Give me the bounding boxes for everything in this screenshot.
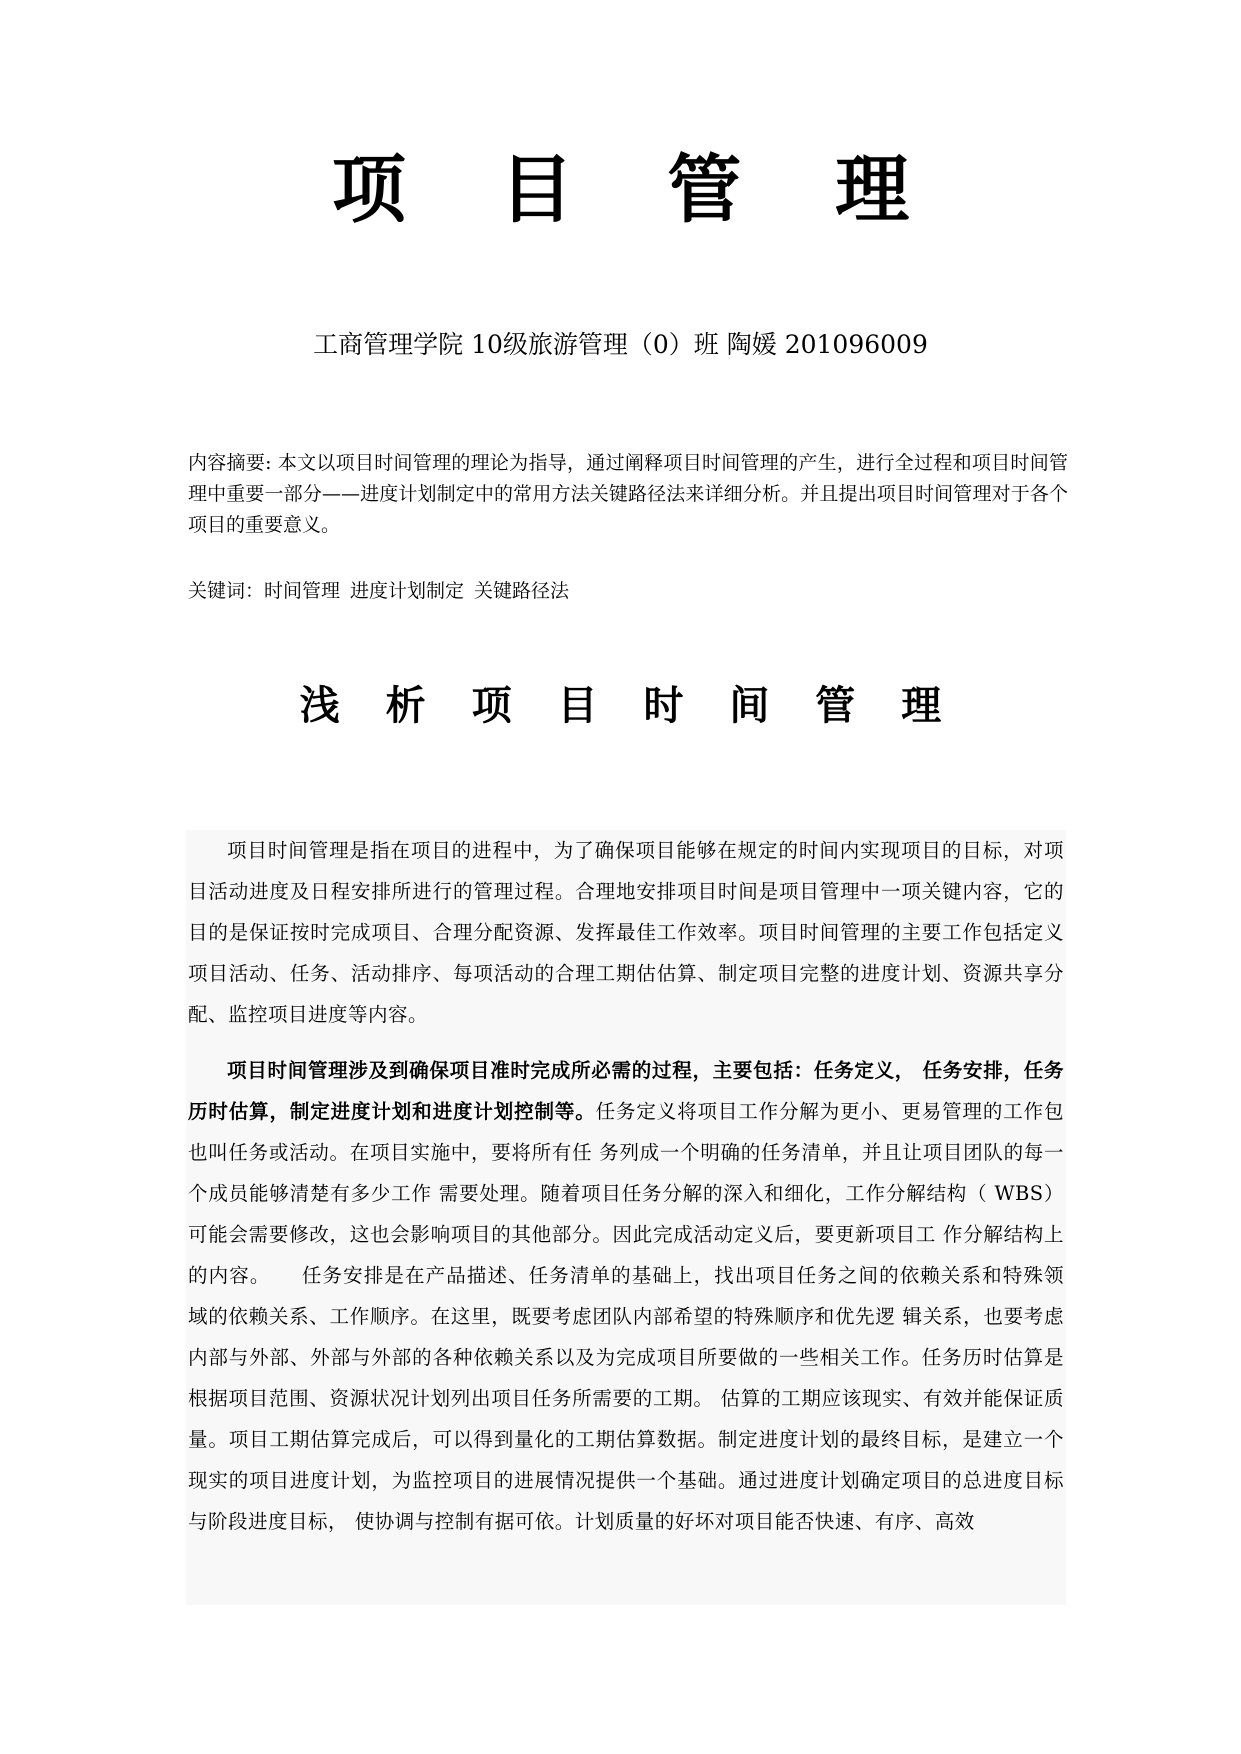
page-title: 项 目 管 理: [331, 147, 944, 233]
keyword-item: 关键路径法: [474, 580, 570, 602]
bold-lead-sentence: 项目时间管理涉及到确保项目准时完成所必需的过程，主要包括：任务定义， 任务安排，任务历时估算，制定进度计划和进度计划控制等。: [188, 1059, 1064, 1123]
body-paragraph-1: 项目时间管理是指在项目的进程中，为了确保项目能够在规定的时间内实现项目的目标，对项目活动进度及日程安排所进行的管理过程。合理地安排项目时间是项目管理中一项关键内容，它的目的是保证按时完成项目、合理分配资源、发挥最佳工作效率。项目时间管理的主要工作包括定义项目活动、任务、活动排序、每项活动的合理工期估估算、制定项目完整的进度计划、资源共享分配、监控项目进度等内容。: [188, 839, 1064, 1026]
author-line: 工商管理学院 10级旅游管理（0）班 陶媛 201096009: [313, 330, 928, 359]
section-title: 浅 析 项 目 时 间 管 理: [299, 683, 958, 729]
keywords-line: [188, 576, 1068, 607]
keywords-label: 关键词：: [188, 580, 265, 602]
body-paragraph-2: [188, 1050, 1064, 1542]
body-text-block: [186, 830, 1066, 1605]
keyword-item: 进度计划制定: [350, 580, 465, 602]
abstract-paragraph: 内容摘要: 本文以项目时间管理的理论为指导，通过阐释项目时间管理的产生，进行全过程和项目时间管理中重要一部分——进度计划制定中的常用方法关键路径法来详细分析。并且提出项目时间管理对于各个项目的重要意义。: [188, 452, 1068, 536]
keyword-item: 时间管理: [264, 580, 341, 602]
paragraph-2-text: 任务定义将项目工作分解为更小、更易管理的工作包也叫任务或活动。在项目实施中，要将所有任 务列成一个明确的任务清单，并且让项目团队的每一个成员能够清楚有多少工作 需要处理。随着项目任务分解的深入和细化，工作分解结构（ WBS）可能会需要修改，这也会影响项目的其他部分。因此完成活动定义后，要更新项目工 作分解结构上的内容。 任务安排是在产品描述、任务清单的基础上，找出项目任务之间的依赖关系和特殊领 域的依赖关系、工作顺序。在这里，既要考虑团队内部希望的特殊顺序和优先逻 辑关系，也要考虑内部与外部、外部与外部的各种依赖关系以及为完成项目所要做的一些相关工作。任务历时估算是根据项目范围、资源状况计划列出项目任务所需要的工期。 估算的工期应该现实、有效并能保证质量。项目工期估算完成后，可以得到量化的工期估算数据。制定进度计划的最终目标，是建立一个现实的项目进度计划，为监控项目的进展情况提供一个基础。通过进度计划确定项目的总进度目标与阶段进度目标， 使协调与控制有据可依。计划质量的好坏对项目能否快速、有序、高效: [188, 1100, 1064, 1533]
